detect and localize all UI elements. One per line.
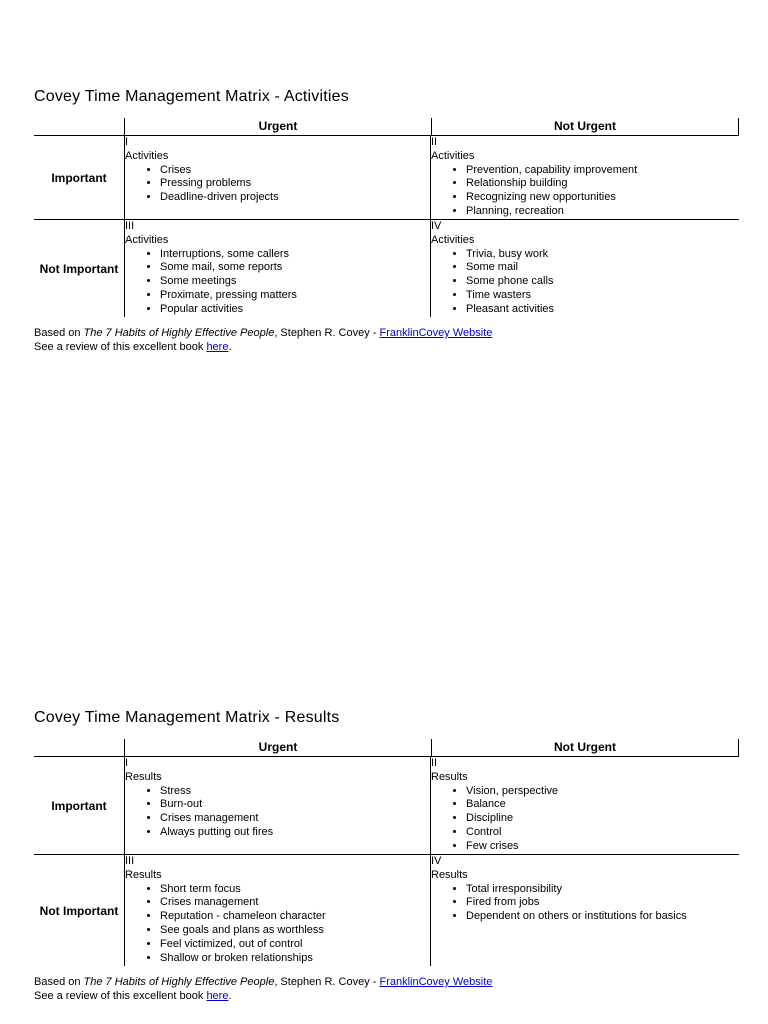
column-header-not-urgent: Not Urgent — [431, 739, 739, 756]
list-item: • Discipline — [466, 812, 736, 826]
quadrant-kind-label: Results — [431, 770, 468, 783]
list-item: • Fired from jobs — [466, 896, 736, 910]
list-item: • Relationship building — [466, 177, 736, 191]
quadrant-list — [125, 785, 430, 840]
quadrant-number: I — [125, 757, 129, 769]
list-item: • Trivia, busy work — [466, 248, 736, 262]
citation-line: Based on The 7 Habits of Highly Effective People, Stephen R. Covey - FranklinCovey Website — [34, 976, 493, 988]
quadrant-3 — [124, 220, 430, 317]
list-item: • Crises — [160, 164, 430, 178]
quadrant-4 — [430, 855, 736, 966]
list-item: • Total irresponsibility — [466, 883, 736, 897]
list-item: • Time wasters — [466, 289, 736, 303]
list-item: • Always putting out fires — [160, 826, 430, 840]
quadrant-list — [431, 164, 736, 219]
quadrant-kind-label: Activities — [431, 233, 475, 246]
list-item: • Few crises — [466, 840, 736, 854]
row-label-important: Important — [51, 798, 107, 813]
list-item: • Dependent on others or institutions for basics — [466, 910, 736, 924]
quadrant-list — [431, 248, 736, 317]
list-item: • Control — [466, 826, 736, 840]
row-not-important — [34, 855, 739, 966]
quadrant-number: IV — [431, 855, 442, 867]
list-item: • Interruptions, some callers — [160, 248, 430, 262]
quadrant-list — [125, 883, 430, 966]
quadrant-list — [431, 883, 736, 924]
quadrant-1 — [124, 136, 430, 219]
quadrant-4 — [430, 220, 736, 317]
row-not-important — [34, 220, 739, 317]
list-item: • See goals and plans as worthless — [160, 924, 430, 938]
row-important — [34, 136, 739, 220]
review-here-link[interactable]: here — [206, 989, 229, 1002]
list-item: • Some mail — [466, 261, 736, 275]
franklincovey-website-link[interactable]: FranklinCovey Website — [379, 327, 493, 339]
list-item: • Proximate, pressing matters — [160, 289, 430, 303]
quadrant-list — [125, 248, 430, 317]
column-header-not-urgent: Not Urgent — [431, 118, 739, 135]
list-item: • Deadline-driven projects — [160, 191, 430, 205]
quadrant-number: III — [125, 855, 135, 867]
list-item: • Pressing problems — [160, 177, 430, 191]
list-item: • Some meetings — [160, 275, 430, 289]
quadrant-2 — [430, 136, 736, 219]
quadrant-number: II — [431, 136, 438, 148]
citation — [34, 976, 739, 1003]
list-item: • Crises management — [160, 896, 430, 910]
list-item: • Some phone calls — [466, 275, 736, 289]
list-item: • Crises management — [160, 812, 430, 826]
list-item: • Stress — [160, 785, 430, 799]
list-item: • Short term focus — [160, 883, 430, 897]
list-item: • Prevention, capability improvement — [466, 164, 736, 178]
review-line: See a review of this excellent book here. — [34, 340, 232, 353]
list-item: • Planning, recreation — [466, 205, 736, 219]
list-item: • Vision, perspective — [466, 785, 736, 799]
row-important — [34, 757, 739, 855]
row-label-not-important: Not Important — [39, 261, 119, 276]
quadrant-kind-label: Activities — [125, 149, 169, 162]
list-item: • Balance — [466, 798, 736, 812]
quadrant-kind-label: Results — [125, 770, 162, 783]
quadrant-number: III — [125, 220, 135, 232]
book-title: The 7 Habits of Highly Effective People — [83, 976, 275, 988]
quadrant-kind-label: Results — [125, 868, 162, 881]
list-item: • Burn-out — [160, 798, 430, 812]
list-item: • Popular activities — [160, 303, 430, 317]
list-item: • Recognizing new opportunities — [466, 191, 736, 205]
franklincovey-website-link[interactable]: FranklinCovey Website — [379, 976, 493, 988]
quadrant-list — [431, 785, 736, 854]
header-row — [34, 739, 739, 757]
matrix-section-results — [34, 707, 739, 1003]
citation — [34, 327, 739, 354]
row-label-important: Important — [51, 170, 107, 185]
list-item: • Some mail, some reports — [160, 261, 430, 275]
column-header-urgent: Urgent — [124, 118, 431, 135]
quadrant-kind-label: Activities — [125, 233, 169, 246]
list-item: • Pleasant activities — [466, 303, 736, 317]
matrix-table — [34, 118, 739, 317]
quadrant-number: I — [125, 136, 129, 148]
quadrant-kind-label: Results — [431, 868, 468, 881]
list-item: • Reputation - chameleon character — [160, 910, 430, 924]
book-title: The 7 Habits of Highly Effective People — [83, 327, 275, 339]
matrix-table — [34, 739, 739, 966]
column-header-urgent: Urgent — [124, 739, 431, 756]
quadrant-3 — [124, 855, 430, 966]
quadrant-2 — [430, 757, 736, 854]
review-line: See a review of this excellent book here. — [34, 989, 232, 1002]
section-title: Covey Time Management Matrix - Results — [34, 709, 340, 726]
quadrant-number: II — [431, 757, 438, 769]
citation-line: Based on The 7 Habits of Highly Effective People, Stephen R. Covey - FranklinCovey Website — [34, 327, 493, 339]
section-title: Covey Time Management Matrix - Activities — [34, 88, 349, 105]
list-item: • Feel victimized, out of control — [160, 938, 430, 952]
quadrant-list — [125, 164, 430, 205]
row-label-not-important: Not Important — [39, 903, 119, 918]
header-row — [34, 118, 739, 136]
quadrant-number: IV — [431, 220, 442, 232]
quadrant-kind-label: Activities — [431, 149, 475, 162]
matrix-section-activities — [34, 86, 739, 354]
review-here-link[interactable]: here — [206, 340, 229, 353]
quadrant-1 — [124, 757, 430, 854]
list-item: • Shallow or broken relationships — [160, 952, 430, 966]
